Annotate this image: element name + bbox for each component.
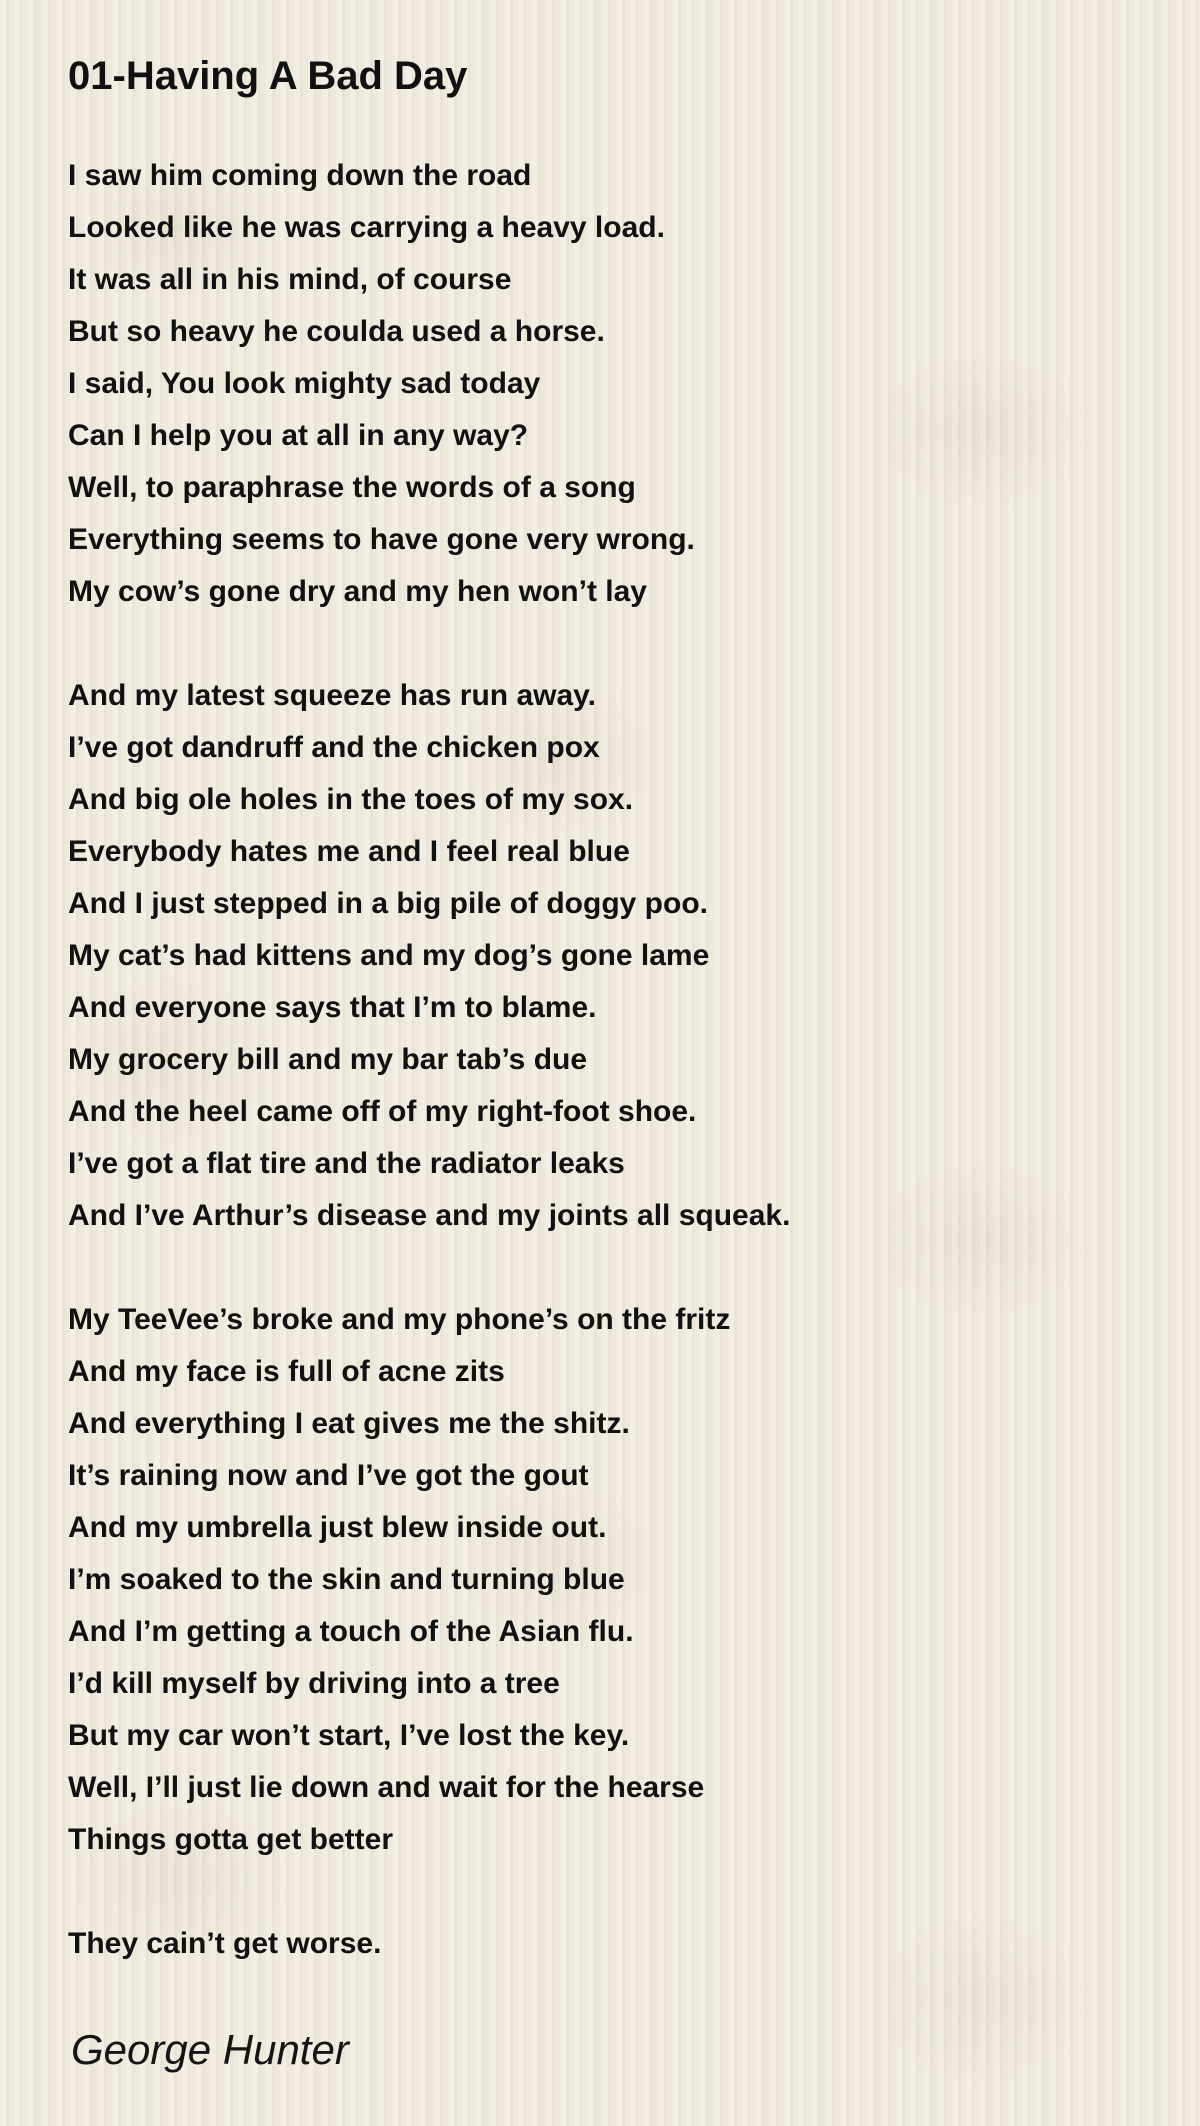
- poem-line: Can I help you at all in any way?: [68, 419, 529, 452]
- poem-line: And I just stepped in a big pile of doggy poo.: [68, 887, 708, 920]
- poem-line: Well, to paraphrase the words of a song: [68, 471, 636, 504]
- poem-line: My cat’s had kittens and my dog’s gone lame: [68, 939, 710, 972]
- poem-line: I’ve got dandruff and the chicken pox: [68, 731, 600, 764]
- poem-line: My grocery bill and my bar tab’s due: [68, 1043, 588, 1076]
- stanza-3: [68, 1294, 1128, 1866]
- stanza-1: [68, 150, 1128, 618]
- poem-line: I said, You look mighty sad today: [68, 367, 541, 400]
- poem-line: I saw him coming down the road: [68, 159, 532, 192]
- poem-line: But my car won’t start, I’ve lost the key.: [68, 1719, 630, 1752]
- poem-line: Everything seems to have gone very wrong.: [68, 523, 695, 556]
- poem-line: I’m soaked to the skin and turning blue: [68, 1563, 625, 1596]
- poem-line: It was all in his mind, of course: [68, 263, 512, 296]
- poem-line: They cain’t get worse.: [68, 1927, 382, 1960]
- poem-line: And big ole holes in the toes of my sox.: [68, 783, 634, 816]
- poem-line: It’s raining now and I’ve got the gout: [68, 1459, 589, 1492]
- author-name: George Hunter: [71, 2026, 349, 2073]
- poem-title: 01-Having A Bad Day: [68, 54, 468, 98]
- poem-line: And I’ve Arthur’s disease and my joints all squeak.: [68, 1199, 791, 1232]
- poem-line: And my umbrella just blew inside out.: [68, 1511, 607, 1544]
- poem-line: But so heavy he coulda used a horse.: [68, 315, 605, 348]
- stanza-4: [68, 1918, 1128, 1970]
- poem-line: My TeeVee’s broke and my phone’s on the fritz: [68, 1303, 731, 1336]
- poem-line: And my latest squeeze has run away.: [68, 679, 596, 712]
- poem-line: And my face is full of acne zits: [68, 1355, 505, 1388]
- poem-line: Things gotta get better: [68, 1823, 393, 1856]
- poem-line: I’ve got a flat tire and the radiator leaks: [68, 1147, 625, 1180]
- poem-line: And everyone says that I’m to blame.: [68, 991, 597, 1024]
- stanza-2: [68, 670, 1128, 1242]
- poem-body: [68, 150, 1128, 2022]
- poem-line: My cow’s gone dry and my hen won’t lay: [68, 575, 647, 608]
- poem-line: I’d kill myself by driving into a tree: [68, 1667, 560, 1700]
- poem-line: Everybody hates me and I feel real blue: [68, 835, 630, 868]
- poem-line: And I’m getting a touch of the Asian flu.: [68, 1615, 634, 1648]
- poem-line: Well, I’ll just lie down and wait for the hearse: [68, 1771, 705, 1804]
- poem-line: And everything I eat gives me the shitz.: [68, 1407, 630, 1440]
- poem-line: Looked like he was carrying a heavy load.: [68, 211, 665, 244]
- poem-line: And the heel came off of my right-foot shoe.: [68, 1095, 697, 1128]
